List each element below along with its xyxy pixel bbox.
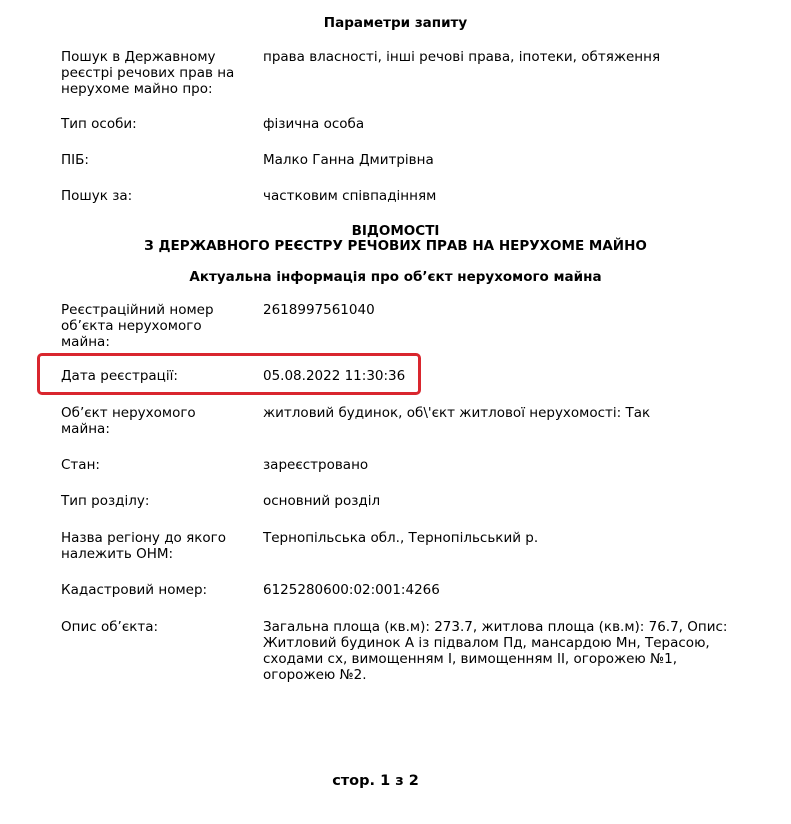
info-subtitle: Актуальна інформація про об’єкт нерухомого майна (189, 269, 602, 285)
field-value (263, 493, 733, 509)
label-line: належить ОНМ: (61, 546, 174, 562)
field-value (263, 582, 733, 598)
label-line: Реєстраційний номер (61, 302, 214, 318)
info-title-line2: З ДЕРЖАВНОГО РЕЄСТРУ РЕЧОВИХ ПРАВ НА НЕРУХОМЕ МАЙНО (144, 238, 647, 254)
value-line: 6125280600:02:001:4266 (263, 582, 440, 598)
field-value (263, 302, 733, 318)
value-line: фізична особа (263, 116, 365, 132)
label-line: майна: (61, 421, 110, 437)
value-line: огорожею №2. (263, 667, 367, 683)
field-value (263, 188, 733, 204)
label-line: ПІБ: (61, 152, 89, 168)
field-label (61, 302, 246, 350)
value-line: права власності, інші речові права, іпотеки, обтяження (263, 49, 661, 65)
field-label (61, 619, 246, 635)
field-label (61, 152, 246, 168)
label-line: реєстрі речових прав на (61, 65, 235, 81)
field-label (61, 116, 246, 132)
field-label (61, 530, 246, 562)
field-label (61, 493, 246, 509)
field-value (263, 405, 733, 421)
field-value (263, 457, 733, 473)
label-line: Назва регіону до якого (61, 530, 226, 546)
value-line: зареєстровано (263, 457, 369, 473)
field-value (263, 152, 733, 168)
label-line: нерухоме майно про: (61, 81, 213, 97)
label-line: Пошук в Державному (61, 49, 216, 65)
page-number: стор. 1 з 2 (332, 773, 419, 789)
value-line: сходами сх, вимощенням І, вимощенням ІІ, огорожею №1, (263, 651, 678, 667)
label-line: Тип розділу: (61, 493, 150, 509)
label-line: майна: (61, 334, 110, 350)
field-value (263, 530, 733, 546)
value-line: 05.08.2022 11:30:36 (263, 368, 406, 384)
label-line: Дата реєстрації: (61, 368, 178, 384)
value-line: 2618997561040 (263, 302, 375, 318)
label-line: Тип особи: (61, 116, 137, 132)
request-params-title: Параметри запиту (323, 15, 468, 31)
info-title-line1: ВІДОМОСТІ (351, 223, 440, 239)
value-line: основний розділ (263, 493, 381, 509)
field-value (263, 116, 733, 132)
value-line: Малко Ганна Дмитрівна (263, 152, 434, 168)
label-line: Об’єкт нерухомого (61, 405, 196, 421)
label-line: Опис об’єкта: (61, 619, 159, 635)
label-line: Кадастровий номер: (61, 582, 208, 598)
label-line: Пошук за: (61, 188, 133, 204)
label-line: об’єкта нерухомого (61, 318, 202, 334)
value-line: житловий будинок, об\'єкт житлової нерухомості: Так (263, 405, 651, 421)
field-label (61, 405, 246, 437)
value-line: частковим співпадінням (263, 188, 437, 204)
label-line: Стан: (61, 457, 100, 473)
value-line: Загальна площа (кв.м): 273.7, житлова площа (кв.м): 76.7, Опис: (263, 619, 728, 635)
value-line: Тернопільська обл., Тернопільський р. (263, 530, 539, 546)
field-value (263, 368, 733, 384)
field-label (61, 582, 246, 598)
field-value (263, 619, 733, 683)
field-label (61, 188, 246, 204)
field-value (263, 49, 733, 65)
field-label (61, 368, 246, 384)
value-line: Житловий будинок А із підвалом Пд, мансардою Мн, Терасою, (263, 635, 710, 651)
field-label (61, 49, 246, 97)
field-label (61, 457, 246, 473)
